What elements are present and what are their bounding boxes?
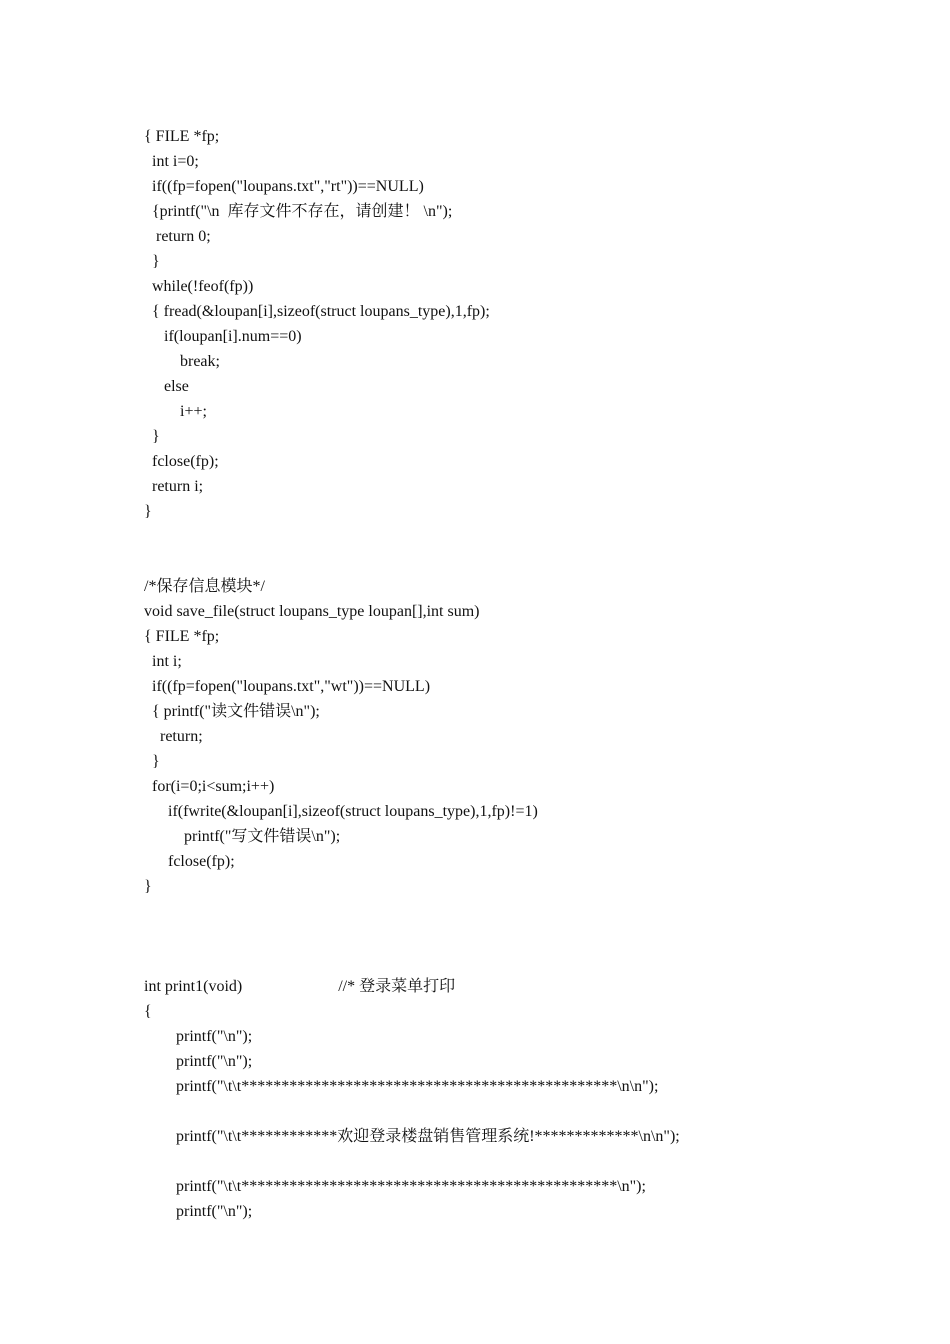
code-line: if((fp=fopen("loupans.txt","wt"))==NULL) (144, 678, 431, 695)
code-line: } (144, 878, 152, 895)
code-line: /*保存信息模块*/ (144, 578, 265, 595)
code-line: i++; (144, 403, 207, 420)
code-line: int i=0; (144, 153, 199, 170)
code-line: printf("\n"); (144, 1053, 253, 1070)
code-line: printf("\t\t***********************************************\n"); (144, 1178, 646, 1195)
code-line: { FILE *fp; (144, 628, 220, 645)
code-line: else (144, 378, 189, 395)
code-line: void save_file(struct loupans_type loupan[],int sum) (144, 603, 480, 620)
code-line: printf("写文件错误\n"); (144, 828, 341, 845)
code-line: {printf("\n 库存文件不存在，请创建！ \n"); (144, 203, 453, 220)
code-line: return; (144, 728, 203, 745)
code-line: while(!feof(fp)) (144, 278, 254, 295)
code-line: printf("\t\t***********************************************\n\n"); (144, 1078, 659, 1095)
code-line: break; (144, 353, 220, 370)
code-line: if(loupan[i].num==0) (144, 328, 302, 345)
code-line: { FILE *fp; (144, 128, 220, 145)
code-listing (144, 124, 904, 1224)
blank-line (144, 524, 904, 549)
code-line: if((fp=fopen("loupans.txt","rt"))==NULL) (144, 178, 424, 195)
code-line: } (144, 428, 160, 445)
code-line: return i; (144, 478, 204, 495)
code-line: } (144, 503, 152, 520)
code-line: fclose(fp); (144, 853, 235, 870)
blank-line (144, 899, 904, 924)
code-line: int print1(void) //* 登录菜单打印 (144, 978, 456, 995)
code-line: if(fwrite(&loupan[i],sizeof(struct loupans_type),1,fp)!=1) (144, 803, 538, 820)
code-line: return 0; (144, 228, 211, 245)
blank-line (144, 949, 904, 974)
code-line: } (144, 253, 160, 270)
code-line: int i; (144, 653, 182, 670)
blank-line (144, 1149, 904, 1174)
code-line: printf("\n"); (144, 1203, 253, 1220)
code-line: printf("\t\t************欢迎登录楼盘销售管理系统!*************\n\n"); (144, 1128, 680, 1145)
code-line: { printf("读文件错误\n"); (144, 703, 320, 720)
blank-line (144, 1099, 904, 1124)
blank-line (144, 924, 904, 949)
code-line: fclose(fp); (144, 453, 219, 470)
code-line: printf("\n"); (144, 1028, 253, 1045)
code-line: { (144, 1003, 152, 1020)
code-line: for(i=0;i<sum;i++) (144, 778, 275, 795)
blank-line (144, 549, 904, 574)
code-line: { fread(&loupan[i],sizeof(struct loupans_type),1,fp); (144, 303, 490, 320)
code-line: } (144, 753, 160, 770)
